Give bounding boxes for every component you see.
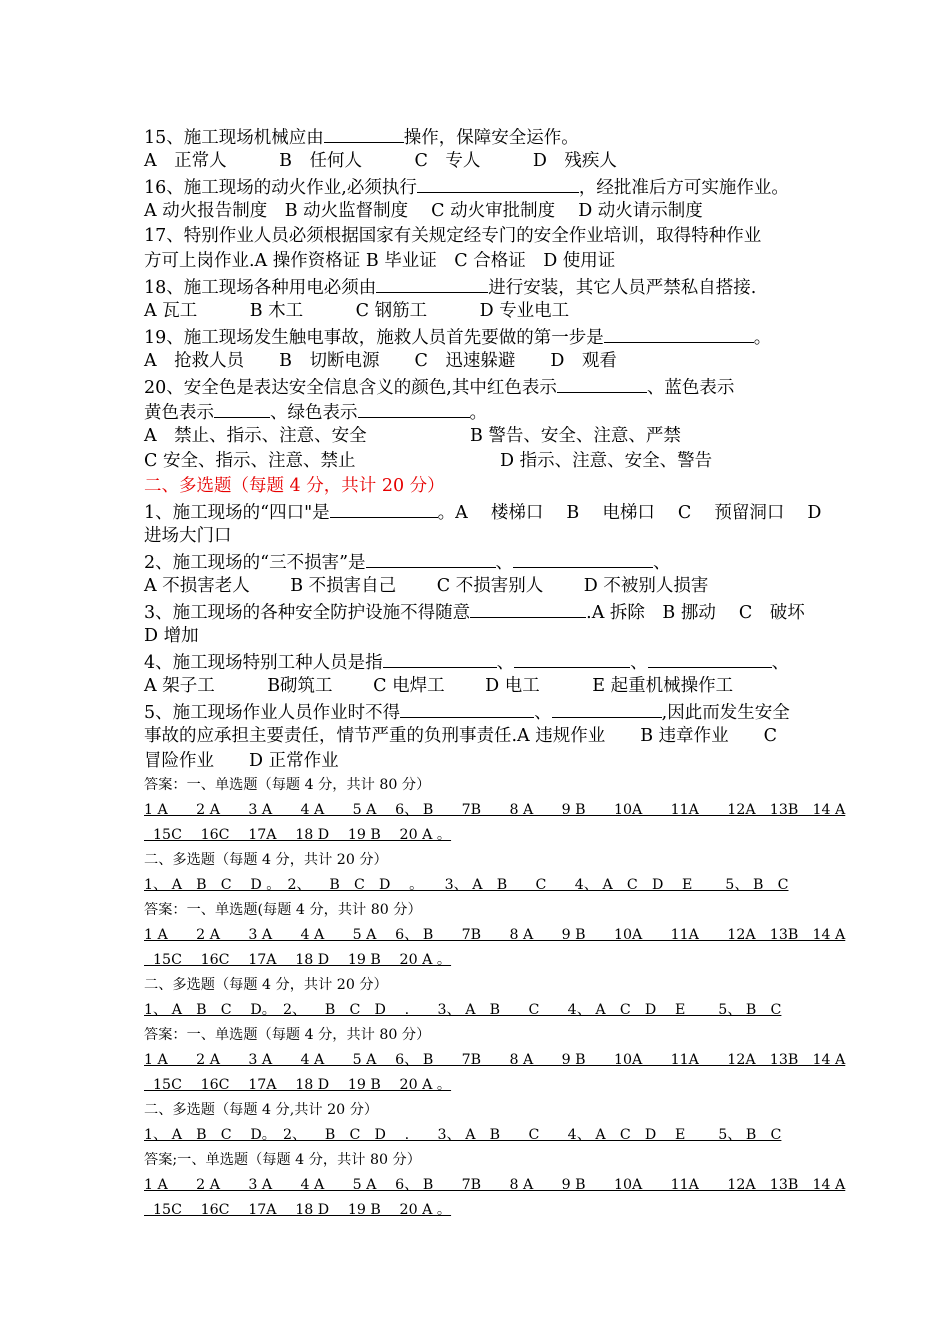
answer-blank bbox=[358, 403, 470, 418]
question-text: 、 bbox=[771, 653, 790, 673]
question-text: 、绿色表示 bbox=[270, 403, 358, 423]
question-text: 1、施工现场的“四口"是 bbox=[144, 503, 330, 523]
question-text: ，经批准后方可实施作业。 bbox=[578, 178, 789, 198]
answer-row: 15C 16C 17A 18 D 19 B 20 A 。 bbox=[144, 1202, 452, 1218]
answer-row: 15C 16C 17A 18 D 19 B 20 A 。 bbox=[144, 1077, 452, 1093]
answer-blank bbox=[366, 553, 496, 568]
answer-blank bbox=[417, 178, 579, 193]
question-text: 黄色表示 bbox=[144, 403, 214, 423]
question-16 bbox=[144, 178, 834, 198]
multi-question-2 bbox=[144, 553, 834, 573]
answer-header: 答案;一、单选题（每题 4 分，共计 80 分） bbox=[144, 1152, 421, 1168]
answer-blank bbox=[376, 278, 488, 293]
multi-question-1 bbox=[144, 503, 834, 523]
question-text: 、蓝色表示 bbox=[646, 378, 735, 398]
question-text: 5、施工现场作业人员作业时不得 bbox=[144, 703, 401, 723]
question-text: 、 bbox=[495, 553, 514, 573]
question-text: 18、施工现场各种用电必须由 bbox=[144, 278, 377, 298]
answer-row: 15C 16C 17A 18 D 19 B 20 A 。 bbox=[144, 952, 452, 968]
question-20-option-c: C 安全、指示、注意、禁止 bbox=[144, 451, 356, 471]
answer-row: 1 A 2 A 3 A 4 A 5 A 6、 B 7B 8 A 9 B 10A 11A 12A 13B 14 A bbox=[144, 927, 846, 943]
answer-subheader: 二、多选题（每题 4 分，共计 20 分） bbox=[144, 977, 388, 993]
answer-blank bbox=[604, 328, 754, 343]
answer-blank bbox=[557, 378, 647, 393]
answer-header: 答案：一、单选题（每题 4 分，共计 80 分） bbox=[144, 1027, 431, 1043]
question-20-line-2 bbox=[144, 403, 834, 423]
question-text: 2、施工现场的“三不损害”是 bbox=[144, 553, 366, 573]
question-text: 、 bbox=[496, 653, 515, 673]
multi-question-5-line-2: 事故的应承担主要责任，情节严重的负刑事责任.A 违规作业 B 违章作业 C bbox=[144, 726, 778, 746]
question-19 bbox=[144, 328, 834, 348]
question-text: 。 bbox=[469, 403, 487, 423]
question-text: .A 拆除 B 挪动 C 破坏 bbox=[586, 603, 805, 623]
question-17-line-2: 方可上岗作业.A 操作资格证 B 毕业证 C 合格证 D 使用证 bbox=[144, 251, 616, 271]
answer-subheader: 二、多选题（每题 4 分,共计 20 分） bbox=[144, 1102, 379, 1118]
question-text: 。 bbox=[753, 328, 772, 348]
multi-question-1-line-2: 进场大门口 bbox=[144, 526, 232, 546]
question-text: 20、安全色是表达安全信息含义的颜色,其中红色表示 bbox=[144, 378, 557, 398]
answer-blank bbox=[552, 703, 662, 718]
answer-blank bbox=[214, 403, 270, 418]
answer-subheader: 二、多选题（每题 4 分，共计 20 分） bbox=[144, 852, 388, 868]
answer-blank bbox=[330, 503, 438, 518]
question-19-options: A 抢救人员 B 切断电源 C 迅速躲避 D 观看 bbox=[144, 351, 617, 371]
multi-question-4-options: A 架子工 B砌筑工 C 电焊工 D 电工 E 起重机械操作工 bbox=[144, 676, 734, 696]
question-20-option-d: D 指示、注意、安全、警告 bbox=[500, 451, 713, 471]
question-18-options: A 瓦工 B 木工 C 钢筋工 D 专业电工 bbox=[144, 301, 570, 321]
answer-row: 1 A 2 A 3 A 4 A 5 A 6、 B 7B 8 A 9 B 10A 11A 12A 13B 14 A bbox=[144, 1052, 846, 1068]
question-text: 19、施工现场发生触电事故，施救人员首先要做的第一步是 bbox=[144, 328, 604, 348]
multi-question-5 bbox=[144, 703, 834, 723]
answer-blank bbox=[400, 703, 534, 718]
answer-blank bbox=[470, 603, 586, 618]
question-20-line-1 bbox=[144, 378, 834, 398]
question-16-options: A 动火报告制度 B 动火监督制度 C 动火审批制度 D 动火请示制度 bbox=[144, 201, 703, 221]
question-text: 。A 楼梯口 B 电梯口 C 预留洞口 D bbox=[437, 503, 822, 523]
answer-row: 1、 A B C D。 2、 B C D . 3、 A B C 4、 A C D E 5、 B C bbox=[144, 1002, 782, 1018]
question-text: 3、施工现场的各种安全防护设施不得随意 bbox=[144, 603, 471, 623]
answer-header: 答案：一、单选题(每题 4 分，共计 80 分） bbox=[144, 902, 422, 918]
question-15 bbox=[144, 128, 834, 148]
question-18 bbox=[144, 278, 834, 298]
answer-row: 15C 16C 17A 18 D 19 B 20 A 。 bbox=[144, 827, 452, 843]
question-text: 15、施工现场机械应由 bbox=[144, 128, 324, 148]
question-20-option-a: A 禁止、指示、注意、安全 bbox=[144, 426, 367, 446]
question-text: 、 bbox=[630, 653, 648, 673]
question-text: 、 bbox=[653, 553, 671, 573]
answer-blank bbox=[383, 653, 497, 668]
question-text: 进行安装，其它人员严禁私自搭接. bbox=[488, 278, 757, 298]
question-20-option-b: B 警告、安全、注意、严禁 bbox=[470, 426, 681, 446]
multi-question-3-line-2: D 增加 bbox=[144, 626, 199, 646]
multi-question-3 bbox=[144, 603, 834, 623]
answer-blank bbox=[513, 553, 653, 568]
question-15-options: A 正常人 B 任何人 C 专人 D 残疾人 bbox=[144, 151, 617, 171]
multi-question-2-options: A 不损害老人 B 不损害自己 C 不损害别人 D 不被别人损害 bbox=[144, 576, 709, 596]
multi-question-4 bbox=[144, 653, 834, 673]
answer-blank bbox=[514, 653, 630, 668]
question-17-line-1: 17、特别作业人员必须根据国家有关规定经专门的安全作业培训，取得特种作业 bbox=[144, 226, 762, 246]
answer-header: 答案：一、单选题（每题 4 分，共计 80 分） bbox=[144, 777, 431, 793]
question-text: 操作，保障安全运作。 bbox=[403, 128, 579, 148]
answer-row: 1、 A B C D。 2、 B C D . 3、 A B C 4、 A C D E 5、 B C bbox=[144, 1127, 782, 1143]
answer-row: 1 A 2 A 3 A 4 A 5 A 6、 B 7B 8 A 9 B 10A 11A 12A 13B 14 A bbox=[144, 802, 846, 818]
question-text: 16、施工现场的动火作业,必须执行 bbox=[144, 178, 417, 198]
section-2-heading: 二、多选题（每题 4 分，共计 20 分） bbox=[144, 476, 445, 496]
multi-question-5-line-3: 冒险作业 D 正常作业 bbox=[144, 751, 339, 771]
question-text: 、 bbox=[534, 703, 552, 723]
answer-row: 1、 A B C D 。 2、 B C D 。 3、 A B C 4、 A C D E 5、 B C bbox=[144, 877, 789, 893]
answer-blank bbox=[324, 128, 404, 143]
question-text: ,因此而发生安全 bbox=[661, 703, 790, 723]
question-text: 4、施工现场特别工种人员是指 bbox=[144, 653, 383, 673]
answer-blank bbox=[648, 653, 772, 668]
answer-row: 1 A 2 A 3 A 4 A 5 A 6、 B 7B 8 A 9 B 10A 11A 12A 13B 14 A bbox=[144, 1177, 846, 1193]
